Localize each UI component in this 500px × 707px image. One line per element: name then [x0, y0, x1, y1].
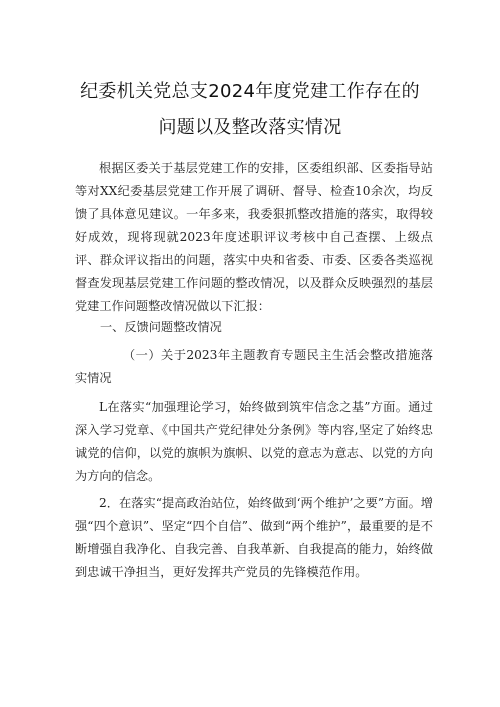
document-title-line-2: 问题以及整改落实情况 [158, 117, 342, 138]
item-1-paragraph [75, 396, 433, 488]
subsection-heading: （一）关于2023年主题教育专题民主生活会整改措施落实情况 [75, 348, 433, 385]
item-1-text: L在落实“加强理论学习，始终做到筑牢信念之基”方面。通过深入学习党章、《中国共产党纪律处分条例》等内容,坚定了始终忠诚党的信仰，以党的旗帜为旗帜、以党的意志为意志、以党的方向为方向的信念。 [75, 400, 433, 483]
document-title-line-1: 纪委机关党总支2024年度党建工作存在的 [80, 81, 420, 102]
intro-text: 根据区委关于基层党建工作的安排，区委组织部、区委指导站等对XX纪委基层党建工作开展了调研、督导、检查10余次，均反馈了具体意见建议。一年多来，我委狠抓整改措施的落实，取得较好成效，现将现就2023年度述职评议考核中自己查摆、上级点评、群众评议指出的问题，落实中央和省委、市委、区委各类巡视督查发现基层党建工作问题的整改情况，以及群众反映强烈的基层党建工作问题整改情况做以下汇报： [75, 161, 433, 313]
section-heading: 一、反馈问题整改情况 [100, 320, 222, 334]
item-2-text: 2．在落实“提高政治站位，始终做到‘两个维护’之要”方面。增强“四个意识”、坚定“四个自信”、做到“两个维护”，最重要的是不断增强自我净化、自我完善、自我革新、自我提高的能力，始终做到忠诚干净担当，更好发挥共产党员的先锋模范作用。 [75, 496, 433, 579]
subsection-heading-block [75, 344, 433, 390]
intro-paragraph [75, 157, 433, 318]
item-2-paragraph [75, 492, 433, 584]
